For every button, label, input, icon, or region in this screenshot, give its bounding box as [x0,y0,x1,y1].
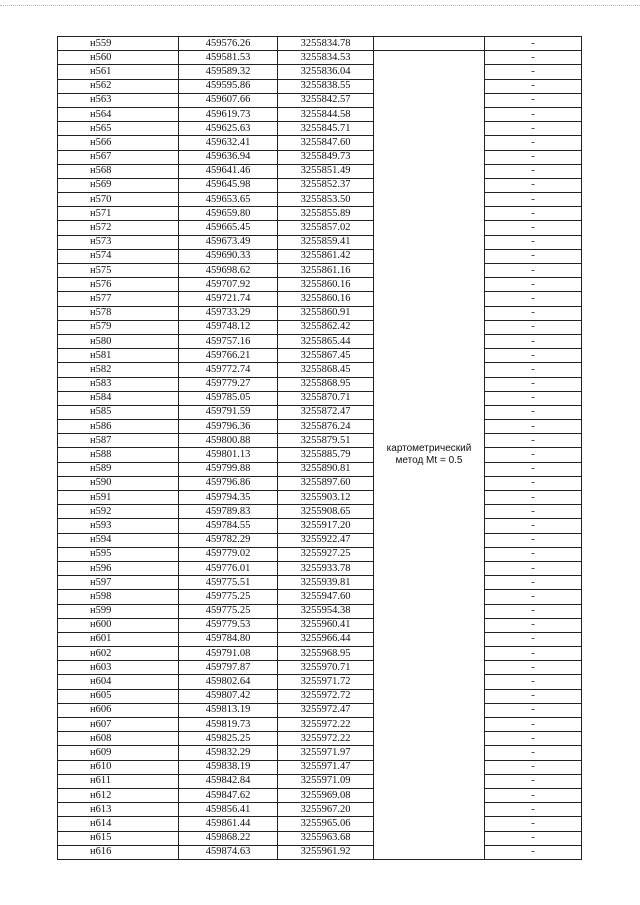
accuracy-cell: - [485,93,582,107]
point-id-cell: н587 [58,434,179,448]
table-row [58,647,582,661]
y-coordinate-cell: 3255861.16 [278,264,374,278]
table-row [58,760,582,774]
accuracy-cell: - [485,405,582,419]
x-coordinate-cell: 459625.63 [179,122,278,136]
accuracy-cell: - [485,590,582,604]
point-id-cell: н574 [58,249,179,263]
accuracy-cell: - [485,51,582,65]
point-id-cell: н598 [58,590,179,604]
table-row [58,533,582,547]
y-coordinate-cell: 3255870.71 [278,391,374,405]
table-row [58,334,582,348]
accuracy-cell: - [485,689,582,703]
accuracy-cell: - [485,377,582,391]
x-coordinate-cell: 459807.42 [179,689,278,703]
x-coordinate-cell: 459748.12 [179,320,278,334]
x-coordinate-cell: 459842.84 [179,774,278,788]
point-id-cell: н583 [58,377,179,391]
x-coordinate-cell: 459825.25 [179,732,278,746]
table-row [58,136,582,150]
point-id-cell: н589 [58,462,179,476]
accuracy-cell: - [485,547,582,561]
x-coordinate-cell: 459766.21 [179,349,278,363]
accuracy-cell: - [485,164,582,178]
accuracy-cell: - [485,788,582,802]
point-id-cell: н611 [58,774,179,788]
point-id-cell: н616 [58,845,179,859]
table-row [58,746,582,760]
point-id-cell: н612 [58,788,179,802]
x-coordinate-cell: 459832.29 [179,746,278,760]
table-row [58,51,582,65]
table-row [58,448,582,462]
y-coordinate-cell: 3255969.08 [278,788,374,802]
accuracy-cell: - [485,434,582,448]
accuracy-cell: - [485,476,582,490]
table-row [58,547,582,561]
y-coordinate-cell: 3255876.24 [278,420,374,434]
x-coordinate-cell: 459775.51 [179,576,278,590]
table-row [58,405,582,419]
table-row [58,788,582,802]
y-coordinate-cell: 3255868.95 [278,377,374,391]
x-coordinate-cell: 459796.86 [179,476,278,490]
x-coordinate-cell: 459707.92 [179,278,278,292]
table-row [58,221,582,235]
point-id-cell: н568 [58,164,179,178]
accuracy-cell: - [485,803,582,817]
point-id-cell: н564 [58,107,179,121]
y-coordinate-cell: 3255927.25 [278,547,374,561]
accuracy-cell: - [485,831,582,845]
y-coordinate-cell: 3255868.45 [278,363,374,377]
x-coordinate-cell: 459733.29 [179,306,278,320]
x-coordinate-cell: 459779.02 [179,547,278,561]
y-coordinate-cell: 3255852.37 [278,178,374,192]
y-coordinate-cell: 3255903.12 [278,491,374,505]
table-row [58,675,582,689]
table-row [58,732,582,746]
x-coordinate-cell: 459874.63 [179,845,278,859]
y-coordinate-cell: 3255971.09 [278,774,374,788]
accuracy-cell: - [485,491,582,505]
accuracy-cell: - [485,65,582,79]
y-coordinate-cell: 3255972.22 [278,732,374,746]
table-row [58,178,582,192]
coordinates-table-body [58,37,582,860]
table-row [58,618,582,632]
point-id-cell: н608 [58,732,179,746]
x-coordinate-cell: 459636.94 [179,150,278,164]
point-id-cell: н572 [58,221,179,235]
y-coordinate-cell: 3255968.95 [278,647,374,661]
table-row [58,107,582,121]
accuracy-cell: - [485,661,582,675]
x-coordinate-cell: 459797.87 [179,661,278,675]
accuracy-cell: - [485,107,582,121]
y-coordinate-cell: 3255890.81 [278,462,374,476]
table-row [58,363,582,377]
x-coordinate-cell: 459645.98 [179,178,278,192]
accuracy-cell: - [485,604,582,618]
x-coordinate-cell: 459641.46 [179,164,278,178]
table-row [58,249,582,263]
x-coordinate-cell: 459801.13 [179,448,278,462]
point-id-cell: н576 [58,278,179,292]
y-coordinate-cell: 3255961.92 [278,845,374,859]
point-id-cell: н579 [58,320,179,334]
x-coordinate-cell: 459772.74 [179,363,278,377]
point-id-cell: н582 [58,363,179,377]
y-coordinate-cell: 3255860.91 [278,306,374,320]
point-id-cell: н594 [58,533,179,547]
y-coordinate-cell: 3255842.57 [278,93,374,107]
accuracy-cell: - [485,618,582,632]
y-coordinate-cell: 3255970.71 [278,661,374,675]
accuracy-cell: - [485,576,582,590]
point-id-cell: н585 [58,405,179,419]
table-row [58,604,582,618]
table-row [58,122,582,136]
y-coordinate-cell: 3255838.55 [278,79,374,93]
table-row [58,817,582,831]
point-id-cell: н609 [58,746,179,760]
table-row [58,803,582,817]
y-coordinate-cell: 3255933.78 [278,561,374,575]
accuracy-cell: - [485,136,582,150]
x-coordinate-cell: 459813.19 [179,703,278,717]
y-coordinate-cell: 3255971.97 [278,746,374,760]
accuracy-cell: - [485,647,582,661]
accuracy-cell: - [485,448,582,462]
y-coordinate-cell: 3255836.04 [278,65,374,79]
y-coordinate-cell: 3255847.60 [278,136,374,150]
y-coordinate-cell: 3255857.02 [278,221,374,235]
x-coordinate-cell: 459607.66 [179,93,278,107]
table-row [58,235,582,249]
table-row [58,661,582,675]
x-coordinate-cell: 459581.53 [179,51,278,65]
point-id-cell: н563 [58,93,179,107]
accuracy-cell: - [485,122,582,136]
point-id-cell: н614 [58,817,179,831]
x-coordinate-cell: 459775.25 [179,604,278,618]
y-coordinate-cell: 3255965.06 [278,817,374,831]
y-coordinate-cell: 3255960.41 [278,618,374,632]
point-id-cell: н599 [58,604,179,618]
accuracy-cell: - [485,718,582,732]
x-coordinate-cell: 459632.41 [179,136,278,150]
point-id-cell: н613 [58,803,179,817]
point-id-cell: н593 [58,519,179,533]
y-coordinate-cell: 3255855.89 [278,207,374,221]
point-id-cell: н600 [58,618,179,632]
table-row [58,207,582,221]
accuracy-cell: - [485,221,582,235]
x-coordinate-cell: 459757.16 [179,334,278,348]
x-coordinate-cell: 459789.83 [179,505,278,519]
table-row [58,774,582,788]
point-id-cell: н575 [58,264,179,278]
accuracy-cell: - [485,505,582,519]
point-id-cell: н592 [58,505,179,519]
y-coordinate-cell: 3255954.38 [278,604,374,618]
accuracy-cell: - [485,349,582,363]
point-id-cell: н604 [58,675,179,689]
point-id-cell: н586 [58,420,179,434]
x-coordinate-cell: 459659.80 [179,207,278,221]
point-id-cell: н577 [58,292,179,306]
point-id-cell: н566 [58,136,179,150]
accuracy-cell: - [485,178,582,192]
y-coordinate-cell: 3255922.47 [278,533,374,547]
point-id-cell: н610 [58,760,179,774]
accuracy-cell: - [485,561,582,575]
table-row [58,462,582,476]
x-coordinate-cell: 459779.53 [179,618,278,632]
x-coordinate-cell: 459819.73 [179,718,278,732]
table-row [58,689,582,703]
x-coordinate-cell: 459791.08 [179,647,278,661]
point-id-cell: н560 [58,51,179,65]
point-id-cell: н606 [58,703,179,717]
x-coordinate-cell: 459576.26 [179,37,278,51]
point-id-cell: н562 [58,79,179,93]
x-coordinate-cell: 459784.55 [179,519,278,533]
point-id-cell: н588 [58,448,179,462]
table-row [58,292,582,306]
accuracy-cell: - [485,533,582,547]
accuracy-cell: - [485,264,582,278]
x-coordinate-cell: 459619.73 [179,107,278,121]
accuracy-cell: - [485,235,582,249]
x-coordinate-cell: 459800.88 [179,434,278,448]
y-coordinate-cell: 3255947.60 [278,590,374,604]
accuracy-cell: - [485,420,582,434]
table-row [58,632,582,646]
x-coordinate-cell: 459796.36 [179,420,278,434]
point-id-cell: н559 [58,37,179,51]
x-coordinate-cell: 459856.41 [179,803,278,817]
table-row [58,306,582,320]
accuracy-cell: - [485,746,582,760]
point-id-cell: н590 [58,476,179,490]
x-coordinate-cell: 459776.01 [179,561,278,575]
accuracy-cell: - [485,391,582,405]
accuracy-cell: - [485,150,582,164]
y-coordinate-cell: 3255860.16 [278,278,374,292]
point-id-cell: н578 [58,306,179,320]
table-row [58,590,582,604]
x-coordinate-cell: 459775.25 [179,590,278,604]
x-coordinate-cell: 459785.05 [179,391,278,405]
x-coordinate-cell: 459690.33 [179,249,278,263]
x-coordinate-cell: 459861.44 [179,817,278,831]
table-row [58,79,582,93]
method-cell-top [374,37,485,51]
coordinates-table [57,36,582,860]
y-coordinate-cell: 3255861.42 [278,249,374,263]
method-note-cell: картометрический метод Mt = 0.5 [374,51,485,860]
y-coordinate-cell: 3255897.60 [278,476,374,490]
accuracy-cell: - [485,320,582,334]
accuracy-cell: - [485,760,582,774]
accuracy-cell: - [485,817,582,831]
accuracy-cell: - [485,675,582,689]
x-coordinate-cell: 459589.32 [179,65,278,79]
accuracy-cell: - [485,363,582,377]
y-coordinate-cell: 3255867.45 [278,349,374,363]
accuracy-cell: - [485,774,582,788]
table-row [58,845,582,859]
point-id-cell: н605 [58,689,179,703]
table-row [58,320,582,334]
y-coordinate-cell: 3255908.65 [278,505,374,519]
table-row [58,491,582,505]
point-id-cell: н591 [58,491,179,505]
table-row [58,505,582,519]
x-coordinate-cell: 459799.88 [179,462,278,476]
accuracy-cell: - [485,519,582,533]
table-row [58,391,582,405]
table-row [58,718,582,732]
point-id-cell: н571 [58,207,179,221]
point-id-cell: н570 [58,193,179,207]
point-id-cell: н597 [58,576,179,590]
y-coordinate-cell: 3255963.68 [278,831,374,845]
x-coordinate-cell: 459698.62 [179,264,278,278]
x-coordinate-cell: 459782.29 [179,533,278,547]
x-coordinate-cell: 459665.45 [179,221,278,235]
accuracy-cell: - [485,278,582,292]
x-coordinate-cell: 459673.49 [179,235,278,249]
point-id-cell: н581 [58,349,179,363]
x-coordinate-cell: 459791.59 [179,405,278,419]
y-coordinate-cell: 3255862.42 [278,320,374,334]
point-id-cell: н573 [58,235,179,249]
accuracy-cell: - [485,632,582,646]
point-id-cell: н601 [58,632,179,646]
accuracy-cell: - [485,462,582,476]
y-coordinate-cell: 3255972.72 [278,689,374,703]
table-row [58,703,582,717]
point-id-cell: н561 [58,65,179,79]
x-coordinate-cell: 459653.65 [179,193,278,207]
x-coordinate-cell: 459847.62 [179,788,278,802]
x-coordinate-cell: 459721.74 [179,292,278,306]
y-coordinate-cell: 3255845.71 [278,122,374,136]
point-id-cell: н580 [58,334,179,348]
table-row [58,349,582,363]
y-coordinate-cell: 3255844.58 [278,107,374,121]
accuracy-cell: - [485,207,582,221]
table-row [58,420,582,434]
table-row [58,377,582,391]
table-row [58,831,582,845]
point-id-cell: н603 [58,661,179,675]
y-coordinate-cell: 3255971.72 [278,675,374,689]
x-coordinate-cell: 459779.27 [179,377,278,391]
accuracy-cell: - [485,292,582,306]
x-coordinate-cell: 459802.64 [179,675,278,689]
y-coordinate-cell: 3255966.44 [278,632,374,646]
point-id-cell: н596 [58,561,179,575]
x-coordinate-cell: 459868.22 [179,831,278,845]
table-row [58,519,582,533]
accuracy-cell: - [485,79,582,93]
y-coordinate-cell: 3255853.50 [278,193,374,207]
y-coordinate-cell: 3255859.41 [278,235,374,249]
table-row [58,576,582,590]
y-coordinate-cell: 3255939.81 [278,576,374,590]
table-row [58,93,582,107]
x-coordinate-cell: 459794.35 [179,491,278,505]
x-coordinate-cell: 459784.80 [179,632,278,646]
point-id-cell: н607 [58,718,179,732]
y-coordinate-cell: 3255967.20 [278,803,374,817]
y-coordinate-cell: 3255879.51 [278,434,374,448]
table-row [58,476,582,490]
y-coordinate-cell: 3255851.49 [278,164,374,178]
x-coordinate-cell: 459838.19 [179,760,278,774]
point-id-cell: н615 [58,831,179,845]
y-coordinate-cell: 3255865.44 [278,334,374,348]
x-coordinate-cell: 459595.86 [179,79,278,93]
table-row [58,561,582,575]
table-row [58,150,582,164]
accuracy-cell: - [485,334,582,348]
y-coordinate-cell: 3255971.47 [278,760,374,774]
accuracy-cell: - [485,193,582,207]
y-coordinate-cell: 3255972.47 [278,703,374,717]
accuracy-cell: - [485,306,582,320]
y-coordinate-cell: 3255972.22 [278,718,374,732]
y-coordinate-cell: 3255849.73 [278,150,374,164]
y-coordinate-cell: 3255834.53 [278,51,374,65]
table-row [58,65,582,79]
point-id-cell: н584 [58,391,179,405]
point-id-cell: н569 [58,178,179,192]
y-coordinate-cell: 3255885.79 [278,448,374,462]
y-coordinate-cell: 3255917.20 [278,519,374,533]
table-row [58,264,582,278]
accuracy-cell: - [485,37,582,51]
y-coordinate-cell: 3255834.78 [278,37,374,51]
accuracy-cell: - [485,249,582,263]
y-coordinate-cell: 3255872.47 [278,405,374,419]
point-id-cell: н602 [58,647,179,661]
y-coordinate-cell: 3255860.16 [278,292,374,306]
point-id-cell: н565 [58,122,179,136]
table-row [58,164,582,178]
accuracy-cell: - [485,732,582,746]
table-row [58,37,582,51]
table-row [58,434,582,448]
point-id-cell: н595 [58,547,179,561]
page-top-border [0,5,640,7]
table-row [58,278,582,292]
point-id-cell: н567 [58,150,179,164]
accuracy-cell: - [485,845,582,859]
table-row [58,193,582,207]
accuracy-cell: - [485,703,582,717]
